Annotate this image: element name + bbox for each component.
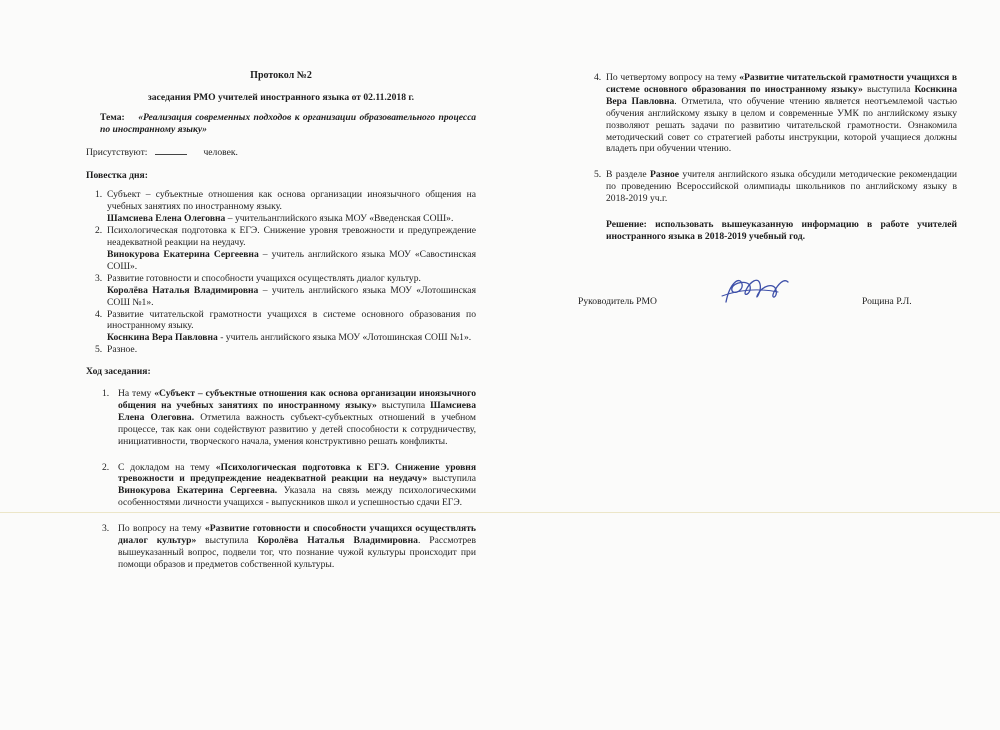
agenda-item: 2. Психологическая подготовка к ЕГЭ. Снижение уровня тревожности и предупреждение неадекватной реакции на неудачу. Винокурова Екатерина Сергеевна – учитель английского языка МОУ «Савостинская СОШ».: [95, 225, 476, 272]
protocol-title: Протокол №2: [250, 70, 312, 81]
signature-mark: [718, 272, 798, 310]
meeting-line: заседания РМО учителей иностранного языка от 02.11.2018 г.: [147, 91, 415, 103]
progress-header: Ход заседания:: [86, 366, 151, 378]
footer-role: Руководитель РМО: [578, 296, 657, 307]
present-label: Присутствуют:: [86, 146, 148, 158]
topic-text: «Реализация современных подходов к организации образовательного процесса по иностранному языку»: [100, 111, 477, 135]
agenda-list: [86, 189, 476, 356]
progress-item: 5. В разделе Разное учителя английского языка обсудили методические рекомендации по проведению Всероссийской олимпиады школьников по английскому языку в 2018-2019 уч.г.: [594, 169, 957, 205]
footer-name: Рощина Р.Л.: [862, 296, 912, 307]
present-line: [86, 146, 476, 159]
agenda-item: 1. Субъект – субъектные отношения как основа организации иноязычного общения на учебных занятиях по иностранному языку. Шамсиева Елена Олеговна – учительанглийского языка МОУ «Введенская СОШ».: [95, 189, 476, 225]
topic-label: Тема:: [100, 111, 125, 123]
agenda-item: 3. Развитие готовности и способности учащихся осуществлять диалог культур. Королёва Наталья Владимировна – учитель английского языка МОУ «Лотошинская СОШ №1».: [95, 272, 476, 308]
present-suffix: человек.: [203, 146, 238, 158]
present-blank: [155, 146, 187, 155]
progress-list-continued: [585, 72, 957, 205]
progress-item: 1. На тему «Субъект – субъектные отношения как основа организации иноязычного общения на учебных занятиях по иностранному языку» выступила Шамсиева Елена Олеговна. Отметила важность субъект-субъектных отношений в учебном процессе, так как они содействуют развитию у детей способности к сотрудничеству, инициативности, творческого начала, умения конструктивно решать конфликты.: [102, 388, 477, 447]
progress-item: 2. С докладом на тему «Психологическая подготовка к ЕГЭ. Снижение уровня тревожности и предупреждение неадекватной реакции на неудачу» выступила Винокурова Екатерина Сергеевна. Указала на связь между психологическими особенностями личности учащихся - выпускников школ и успешностью сдачи ЕГЭ.: [102, 461, 477, 509]
right-column: [585, 72, 957, 243]
progress-item: 3. По вопросу на тему «Развитие готовности и способности учащихся осуществлять диалог культур» выступила Королёва Наталья Владимировна. Рассмотрев вышеуказанный вопрос, подвели тог, что познание чужой культуры происходит при помощи образов и предметов собственной культуры.: [102, 523, 476, 570]
progress-item: 4. По четвертому вопросу на тему «Развитие читательской грамотности учащихся в системе основного образования по иностранному языку» выступила Коснкина Вера Павловна. Отметила, что обучение чтению является неотъемлемой частью обучения английскому языку в целом и современные УМК по английскому языку позволяют решать задачи по развитию читательской грамотности. Ознакомила методический совет со стратегией работы инструкции, которой учащиеся должны владеть при обучении чтению.: [594, 72, 958, 155]
decision: Решение: использовать вышеуказанную информацию в работе учителей иностранного языка в 2018-2019 учебный год.: [606, 219, 957, 242]
agenda-item: 4. Развитие читательской грамотности учащихся в системе основного образования по иностранному языку. Коснкина Вера Павловна - учитель английского языка МОУ «Лотошинская СОШ №1».: [95, 308, 476, 344]
topic-line: [86, 112, 476, 136]
agenda-item: 5. Разное.: [95, 344, 138, 356]
agenda-header: Повестка дня:: [86, 169, 148, 181]
progress-list: [86, 388, 476, 571]
left-column: [86, 70, 476, 571]
